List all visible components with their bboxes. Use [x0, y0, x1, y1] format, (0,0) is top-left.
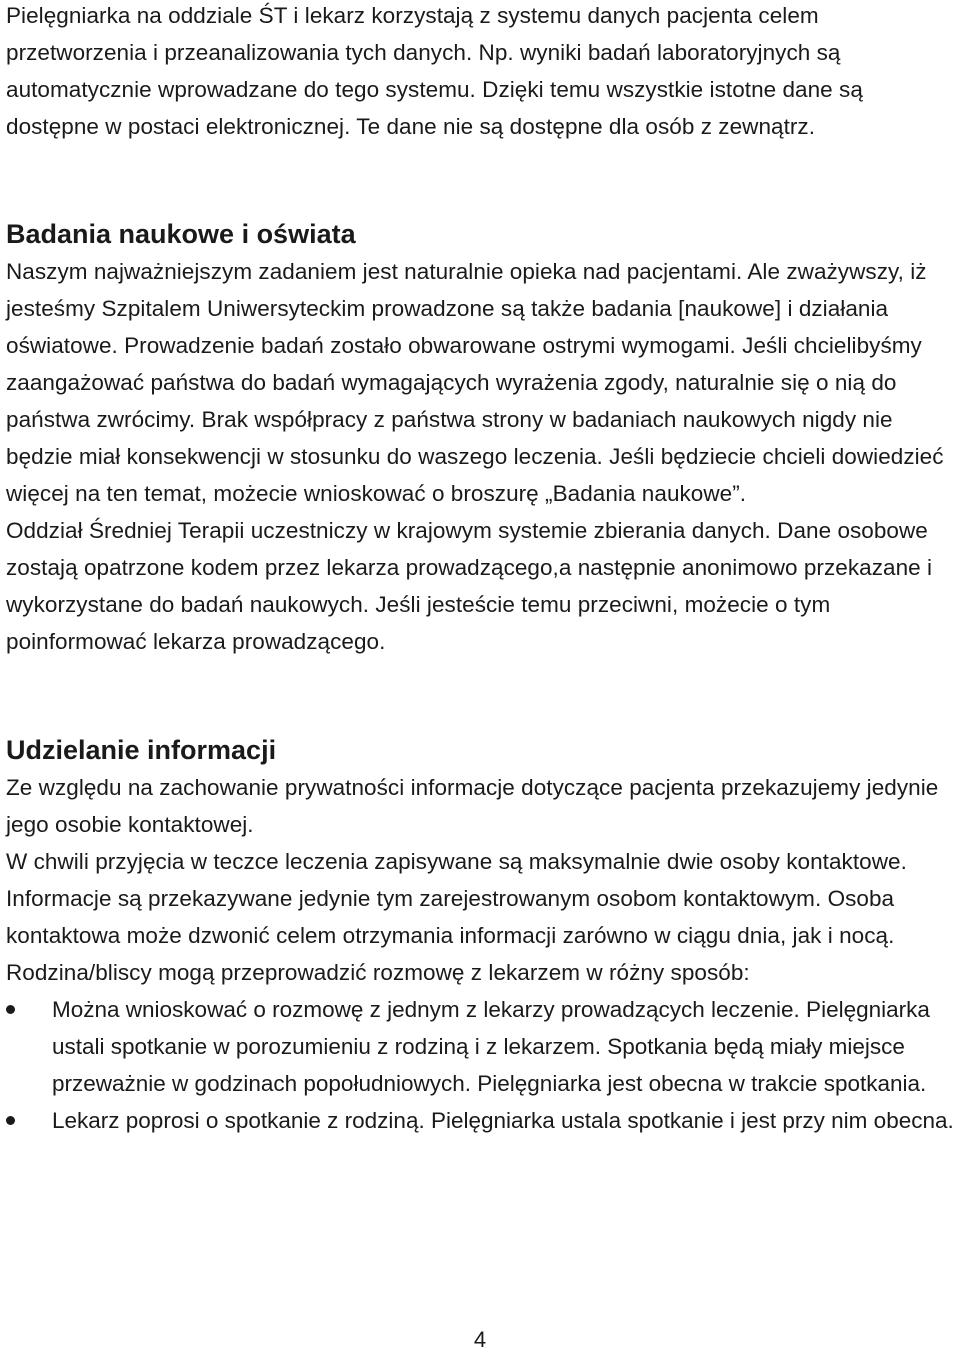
page-number: 4 — [473, 1327, 487, 1352]
section-title-research: Badania naukowe i oświata — [6, 219, 356, 249]
list-item-text: Lekarz poprosi o spotkanie z rodziną. Pielęgniarka ustala spotkanie i jest przy nim obecna. — [52, 1108, 954, 1133]
contact-options-list — [6, 991, 956, 1139]
list-item — [6, 1102, 956, 1139]
information-paragraph-2: W chwili przyjęcia w teczce leczenia zapisywane są maksymalnie dwie osoby kontaktowe. Informacje są przekazywane jedynie tym zarejestrowanym osobom kontaktowym. Osoba kontaktowa może dzwonić celem otrzymania informacji zarówno w ciągu dnia, jak i nocą. Rodzina/bliscy mogą przeprowadzić rozmowę z lekarzem w różny sposób: — [6, 849, 907, 985]
section-title-information: Udzielanie informacji — [6, 735, 277, 765]
research-paragraph-2: Oddział Średniej Terapii uczestniczy w krajowym systemie zbierania danych. Dane osobowe zostają opatrzone kodem przez lekarza prowadzącego,a następnie anonimowo przekazane i wykorzystane do badań naukowych. Jeśli jesteście temu przeciwni, możecie o tym poinformować lekarza prowadzącego. — [6, 518, 933, 654]
list-item — [6, 991, 956, 1102]
information-paragraph-1: Ze względu na zachowanie prywatności informacje dotyczące pacjenta przekazujemy jedynie jego osobie kontaktowej. — [6, 775, 939, 837]
intro-paragraph: Pielęgniarka na oddziale ŚT i lekarz korzystają z systemu danych pacjenta celem przetworzenia i przeanalizowania tych danych. Np. wyniki badań laboratoryjnych są automatycznie wprowadzane do tego systemu. Dzięki temu wszystkie istotne dane są dostępne w postaci elektronicznej. Te dane nie są dostępne dla osób z zewnątrz. — [6, 3, 863, 139]
list-item-text: Można wnioskować o rozmowę z jednym z lekarzy prowadzących leczenie. Pielęgniarka ustali spotkanie w porozumieniu z rodziną i z lekarzem. Spotkania będą miały miejsce przeważnie w godzinach popołudniowych. Pielęgniarka jest obecna w trakcie spotkania. — [52, 997, 930, 1096]
section-research — [6, 216, 956, 660]
research-paragraph-1: Naszym najważniejszym zadaniem jest naturalnie opieka nad pacjentami. Ale zważywszy, iż jesteśmy Szpitalem Uniwersyteckim prowadzone są także badania [naukowe] i działania oświatowe. Prowadzenie badań zostało obwarowane ostrymi wymogami. Jeśli chcielibyśmy zaangażować państwa do badań wymagających wyrażenia zgody, naturalnie się o nią do państwa zwrócimy. Brak współpracy z państwa strony w badaniach naukowych nigdy nie będzie miał konsekwencji w stosunku do waszego leczenia. Jeśli będziecie chcieli dowiedzieć więcej na ten temat, możecie wnioskować o broszurę „Badania naukowe”. — [6, 259, 944, 506]
bullet-icon — [6, 1116, 15, 1125]
section-information — [6, 732, 956, 1139]
bullet-icon — [6, 1005, 15, 1014]
